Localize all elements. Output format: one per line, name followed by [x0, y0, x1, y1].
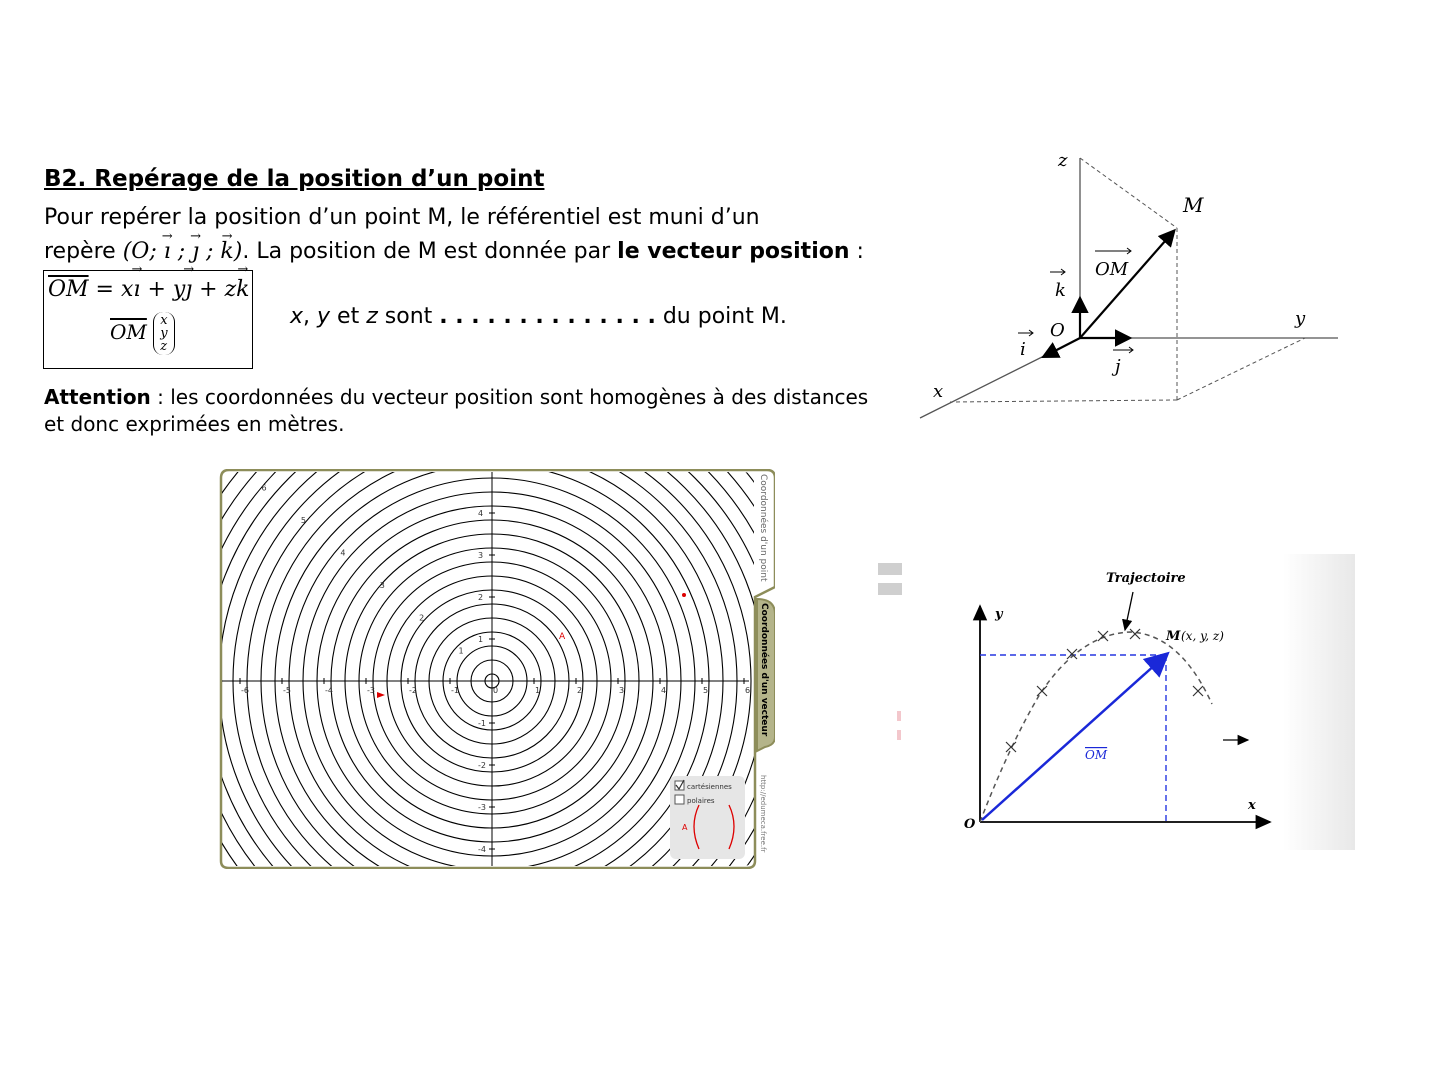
x-tick-label: -2	[409, 686, 417, 695]
ring-label: 6	[261, 483, 267, 493]
3d-axes-diagram	[915, 150, 1345, 430]
vector-column: $\overline{OM}$ x y z	[110, 312, 175, 355]
polar-checkbox[interactable]	[675, 795, 684, 804]
x-label: x	[933, 381, 944, 402]
tab-vector[interactable]: Coordonnées d'un vecteur	[759, 603, 769, 737]
y-tick-label: 3	[478, 551, 484, 560]
y-tick-label: 1	[478, 635, 484, 644]
divider-stripe-1	[878, 563, 902, 575]
red-dot	[682, 593, 686, 597]
x-tick-label: 4	[661, 686, 667, 695]
attention-text: : les coordonnées du vecteur position sont homogènes à des distances et donc exprimées en mètres.	[44, 385, 869, 436]
ring-label: 3	[379, 581, 385, 591]
coord-a-label: A	[682, 823, 688, 832]
intro-line-1: Pour repérer la position d’un point M, le référentiel est muni d’un	[44, 205, 760, 230]
intro-colon: :	[849, 239, 864, 264]
m-label: M	[1183, 193, 1204, 217]
y-tick-label: -1	[478, 719, 486, 728]
intro-line-2	[44, 236, 864, 268]
om-label: OM	[1095, 259, 1129, 280]
attention-label: Attention	[44, 385, 151, 409]
y-tick-label: 2	[478, 593, 484, 602]
intro-repere-text: repère	[44, 239, 123, 264]
x-tick-label: -4	[325, 686, 333, 695]
intro-position-text: . La position de M est donnée par	[242, 239, 618, 264]
x-tick-label: -3	[367, 686, 375, 695]
z-label: z	[1058, 150, 1068, 171]
trajectory-label: Trajectoire	[1106, 571, 1186, 586]
x-tick-label: 3	[619, 686, 625, 695]
traj-origin-label: O	[964, 817, 976, 832]
divider-stripe-2	[878, 583, 902, 595]
j-label: j	[1115, 356, 1121, 377]
polar-label: polaires	[687, 797, 715, 805]
trajectory-diagram	[940, 554, 1355, 850]
x-tick-label: 6	[745, 686, 751, 695]
om-vector-arrow	[1080, 232, 1173, 338]
ring-label: 1	[458, 646, 464, 656]
y-tick-label: 4	[478, 509, 484, 518]
y-tick-label: -4	[478, 845, 486, 854]
x-tick-label: 0	[493, 686, 499, 695]
x-tick-label: 2	[577, 686, 583, 695]
ring-label: 2	[419, 613, 425, 623]
traj-y-label: y	[995, 607, 1003, 622]
point-a-marker[interactable]: A	[559, 632, 566, 642]
pink-mark-1	[897, 711, 901, 721]
vector-equation: $\overline{OM}$ = xı → + yȷ → + zk →	[48, 277, 250, 302]
i-label: i	[1020, 339, 1026, 360]
traj-m-label: M	[1166, 629, 1181, 644]
pink-mark-2	[897, 730, 901, 740]
panel-url[interactable]: http://edumeca.free.fr	[759, 775, 767, 853]
traj-m-coords: (x, y, z)	[1181, 629, 1224, 643]
ring-label: 4	[340, 548, 346, 558]
y-tick-label: -3	[478, 803, 486, 812]
k-label: k	[1055, 280, 1066, 301]
cartesian-label: cartésiennes	[687, 783, 732, 791]
y-tick-label: -2	[478, 761, 486, 770]
origin-label: O	[1050, 320, 1065, 341]
tab-point[interactable]: Coordonnées d'un point	[758, 474, 768, 582]
section-title: B2. Repérage de la position d’un point	[44, 166, 545, 192]
traj-x-label: x	[1248, 798, 1256, 813]
x-tick-label: -1	[451, 686, 459, 695]
x-tick-label: -5	[283, 686, 291, 695]
x-tick-label: 1	[535, 686, 541, 695]
ring-label: 5	[300, 515, 307, 525]
repere-notation: (O; ı → ; ȷ → ; k →)	[123, 239, 243, 264]
y-label: y	[1295, 308, 1306, 329]
coordinates-sentence: x, y et z sont . . . . . . . . . . . . . . du point M.	[290, 304, 787, 329]
attention-note	[44, 384, 874, 438]
vecteur-position-bold: le vecteur position	[617, 239, 850, 264]
traj-om-label: OM	[1085, 748, 1108, 762]
x-tick-label: 5	[703, 686, 709, 695]
blank-dots: . . . . . . . . . . . . . .	[439, 304, 656, 329]
polar-coordinates-panel[interactable]	[219, 469, 775, 869]
x-tick-label: -6	[241, 686, 249, 695]
